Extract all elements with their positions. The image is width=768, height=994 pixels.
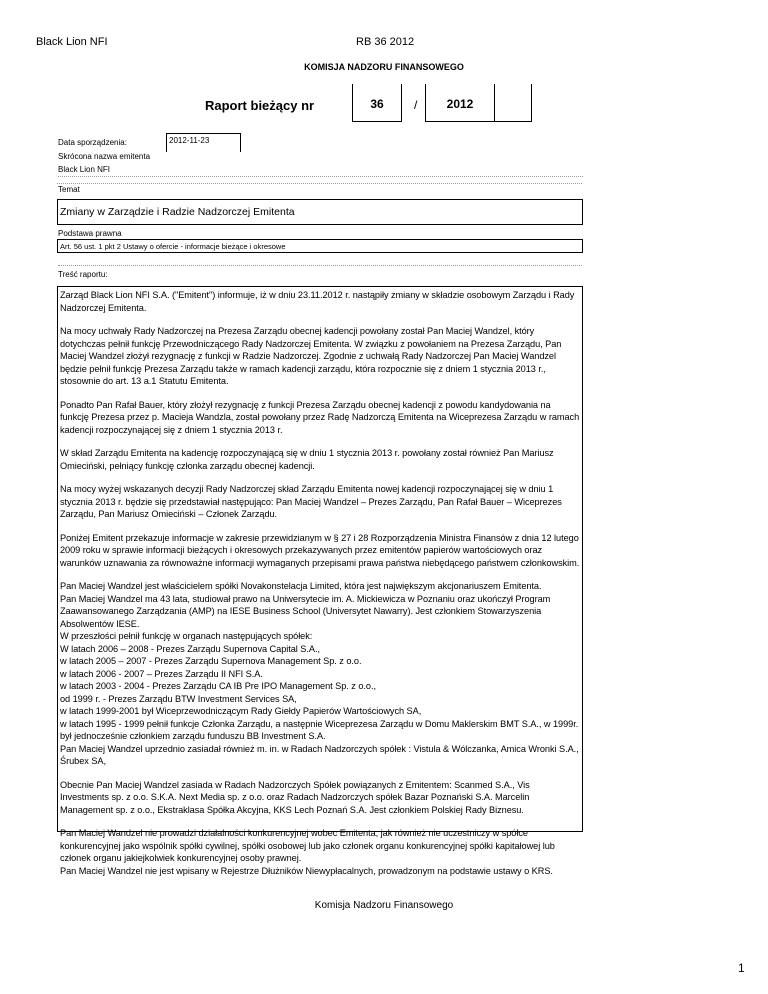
content-label: Treść raportu: <box>58 265 582 279</box>
legal-basis-value: Art. 56 ust. 1 pkt 2 Ustawy o ofercie - informacje bieżące i okresowe <box>57 239 583 253</box>
content-paragraph-7: Pan Maciej Wandzel jest właścicielem spółki Novakonstelacja Limited, która jest największym akcjonariuszem Emitenta. Pan Maciej Wandzel ma 43 lata, studiował prawo na Uniwersytecie im. A. Mickiewicza w Poznaniu oraz ukończył Program Zaawansowanego Zarządzania (AMP) na IESE Business School (Universytet Nawarry). Jest członkiem Stowarzyszenia Absolwentów IESE. W przeszłości pełnił funkcję w organach następujących spółek: W latach 2006 – 2008 - Prezes Zarządu Supernova Capital S.A., w latach 2005 – 2007 - Prezes Zarządu Supernova Management Sp. z o.o. w latach 2006 - 2007 – Prezes Zarządu II NFI S.A. w latach 2003 - 2004 - Prezes Zarządu CA IB Pre IPO Management Sp. z o.o., od 1999 r. - Prezes Zarządu BTW Investment Services SA, w latach 1999-2001 był Wiceprzewodniczącym Rady Giełdy Papierów Wartościowych SA, w latach 1995 - 1999 pełnił funkcje Członka Zarządu, a następnie Wiceprezesa Zarządu w Domu Maklerskim BMT S.A., w 1999r. był jednocześnie członkiem zarządu funduszu BB Investment S.A. Pan Maciej Wandzel uprzednio zasiadał również m. in. w Radach Nadzorczych spółek : Vistula & Wólczanka, Amica Wronki S.A., Śrubex SA, <box>60 581 579 766</box>
footer-text: Komisja Nadzoru Finansowego <box>314 900 454 911</box>
content-paragraph-1: Zarząd Black Lion NFI S.A. ("Emitent") informuje, iż w dniu 23.11.2012 r. nastąpiły zmiany w składzie osobowym Zarządu i Rady Nadzorczej Emitenta. <box>60 290 575 313</box>
short-name-value: Black Lion NFI <box>58 165 583 177</box>
header-company: Black Lion NFI <box>36 36 108 48</box>
report-number: 36 <box>370 97 384 111</box>
content-paragraph-5: Na mocy wyżej wskazanych decyzji Rady Nadzorczej skład Zarządu Emitenta nowej kadencji rozpoczynającej się w dniu 1 stycznia 2013 r. będzie się przedstawiał następująco: Pan Maciej Wandzel – Prezes Zarządu, Pan Rafał Bauer – Wiceprezes Zarządu, Pan Mariusz Omieciński – Członek Zarządu. <box>60 484 562 519</box>
date-label: Data sporządzenia: <box>58 138 127 147</box>
legal-basis-label: Podstawa prawna <box>58 229 122 238</box>
report-label: Raport bieżący nr <box>205 98 315 113</box>
content-paragraph-2: Na mocy uchwały Rady Nadzorczej na Prezesa Zarządu obecnej kadencji powołany został Pan Maciej Wandzel, który dotychczas pełnił funkcję Przewodniczącego Rady Nadzorczej Emitenta. W związku z powołaniem na Prezesa Zarządu, Pan Maciej Wandzel złożył rezygnację z funkcji w Radzie Nadzorczej. Zgodnie z uchwałą Rady Nadzorczej Pan Maciej Wandzel będzie pełnił funkcję Prezesa Zarządu także w ramach kadencji zarządu, która rozpocznie się z dniem 1 stycznia 2013 r., stosownie do art. 13 a.1 Statutu Emitenta. <box>60 326 562 386</box>
report-extra-box <box>494 84 532 122</box>
content-paragraph-9: Pan Maciej Wandzel nie prowadzi działalności konkurencyjnej wobec Emitenta, jak również nie uczestniczy w spółce konkurencyjnej jako wspólnik spółki cywilnej, spółki osobowej lub jako członek organu konkurencyjnej spółki kapitałowej lub członek organu jakiejkolwiek konkurencyjnej osoby prawnej. Pan Maciej Wandzel nie jest wpisany w Rejestrze Dłużników Niewypłacalnych, prowadzonym na podstawie ustawy o KRS. <box>60 828 555 876</box>
page-title: KOMISJA NADZORU FINANSOWEGO <box>304 62 464 72</box>
content-paragraph-8: Obecnie Pan Maciej Wandzel zasiada w Radach Nadzorczych Spółek powiązanych z Emitentem: Scanmed S.A., Vis Investments sp. z o.o. S.K.A. Next Media sp. z o.o. oraz Radach Nadzorczych spółek Bazar Poznański S.A. Marcelin Management sp. z o.o., Ekstraklasa Spółka Akcyjna, KKS Lech Poznań S.A. Jest członkiem Polskiej Rady Biznesu. <box>60 779 530 815</box>
report-year-box <box>425 84 495 122</box>
topic-value: Zmiany w Zarządzie i Radzie Nadzorczej Emitenta <box>57 199 583 225</box>
report-number-box <box>352 84 402 122</box>
content-paragraph-4: W skład Zarządu Emitenta na kadencję rozpoczynającą się w dniu 1 stycznia 2013 r. powołany został również Pan Mariusz Omieciński, pełniący funkcję członka zarządu obecnej kadencji. <box>60 448 554 471</box>
content-paragraph-6: Poniżej Emitent przekazuje informacje w zakresie przewidzianym w § 27 i 28 Rozporządzenia Ministra Finansów z dnia 12 lutego 2009 roku w sprawie informacji bieżących i okresowych przekazywanych przez emitentów papierów wartościowych oraz warunków uznawania za równoważne informacji wymaganych przepisami prawa państwa niebędącego państwem członkowskim. <box>60 532 580 568</box>
content-paragraph-3: Ponadto Pan Rafał Bauer, który złożył rezygnację z funkcji Prezesa Zarządu obecnej kadencji z powodu kandydowania na funkcję Prezesa przez p. Macieja Wandzla, został powołany przez Radę Nadzorczą Emitenta na Wiceprezesa Zarządu w ramach kadencji rozpoczynającej się z dniem 1 stycznia 2013 r. <box>60 399 580 435</box>
date-value: 2012-11-23 <box>166 133 241 152</box>
report-separator: / <box>414 98 418 112</box>
header-report-id: RB 36 2012 <box>356 36 415 48</box>
topic-label: Temat <box>58 185 80 194</box>
report-year: 2012 <box>446 97 474 111</box>
short-name-label: Skrócona nazwa emitenta <box>58 152 151 161</box>
report-content <box>57 286 583 876</box>
page-number: 1 <box>738 961 745 975</box>
topic-divider <box>57 183 582 184</box>
